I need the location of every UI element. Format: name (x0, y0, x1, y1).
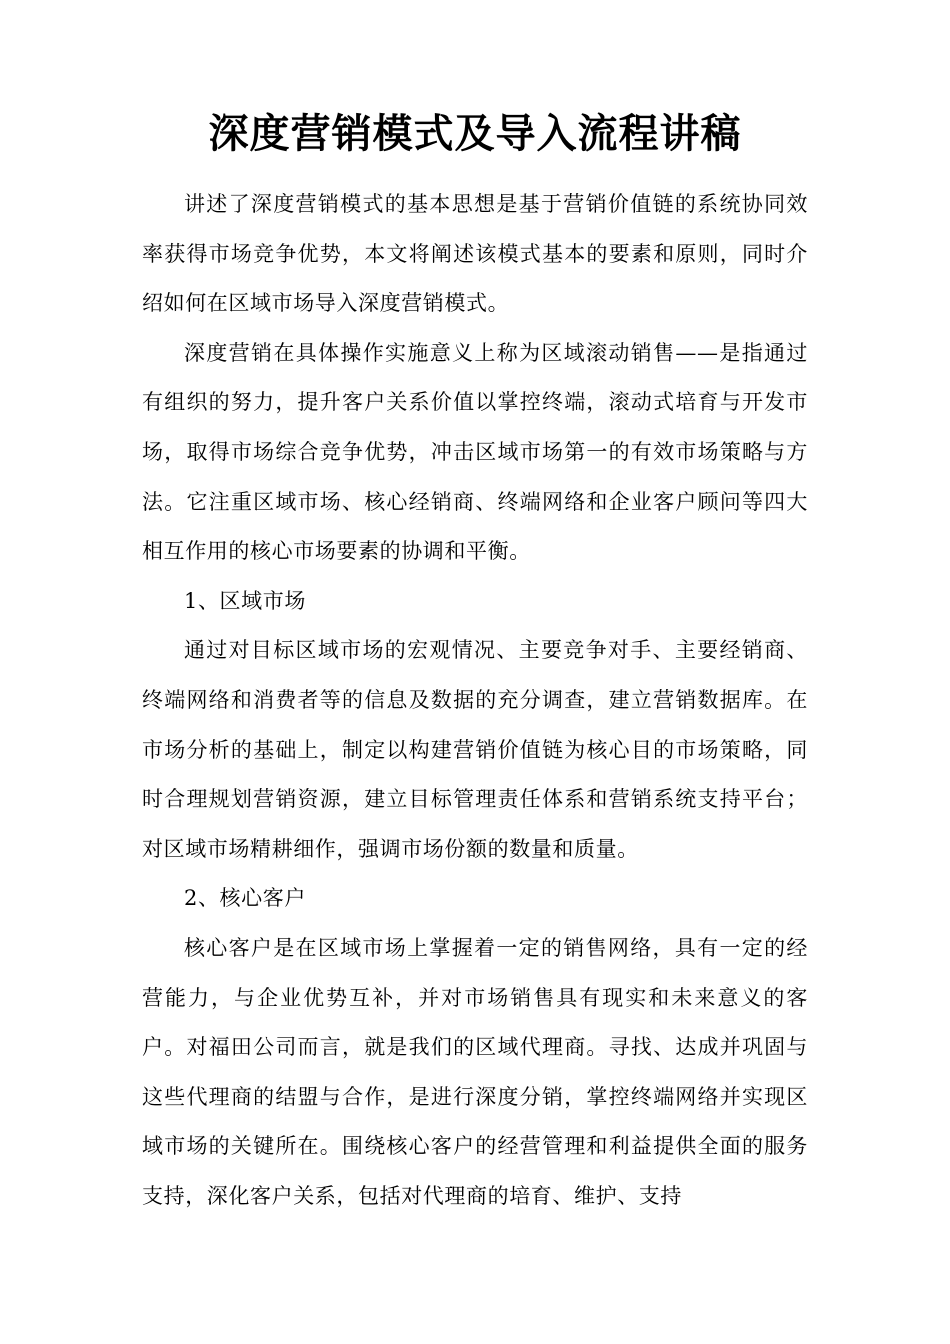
paragraph-core-customers: 核心客户是在区域市场上掌握着一定的销售网络，具有一定的经营能力，与企业优势互补，并对市场销售具有现实和未来意义的客户。对福田公司而言，就是我们的区域代理商。寻找、达成并巩固与这些代理商的结盟与合作，是进行深度分销，掌控终端网络并实现区域市场的关键所在。围绕核心客户的经营管理和利益提供全面的服务支持，深化客户关系，包括对代理商的培育、维护、支持 (142, 935, 808, 1208)
document-title: 深度营销模式及导入流程讲稿 (208, 110, 742, 157)
section-heading-core-customers: 2、核心客户 (184, 886, 306, 911)
paragraph-intro: 讲述了深度营销模式的基本思想是基于营销价值链的系统协同效率获得市场竞争优势，本文将阐述该模式基本的要素和原则，同时介绍如何在区域市场导入深度营销模式。 (142, 192, 808, 316)
paragraph-definition: 深度营销在具体操作实施意义上称为区域滚动销售——是指通过有组织的努力，提升客户关系价值以掌控终端，滚动式培育与开发市场，取得市场综合竞争优势，冲击区域市场第一的有效市场策略与方法。它注重区域市场、核心经销商、终端网络和企业客户顾问等四大相互作用的核心市场要素的协调和平衡。 (142, 340, 808, 564)
paragraph-regional-market: 通过对目标区域市场的宏观情况、主要竞争对手、主要经销商、终端网络和消费者等的信息及数据的充分调查，建立营销数据库。在市场分析的基础上，制定以构建营销价值链为核心目的市场策略，同时合理规划营销资源，建立目标管理责任体系和营销系统支持平台；对区域市场精耕细作，强调市场份额的数量和质量。 (142, 638, 808, 861)
section-heading-regional-market: 1、区域市场 (184, 588, 306, 613)
document-body (142, 180, 808, 1221)
